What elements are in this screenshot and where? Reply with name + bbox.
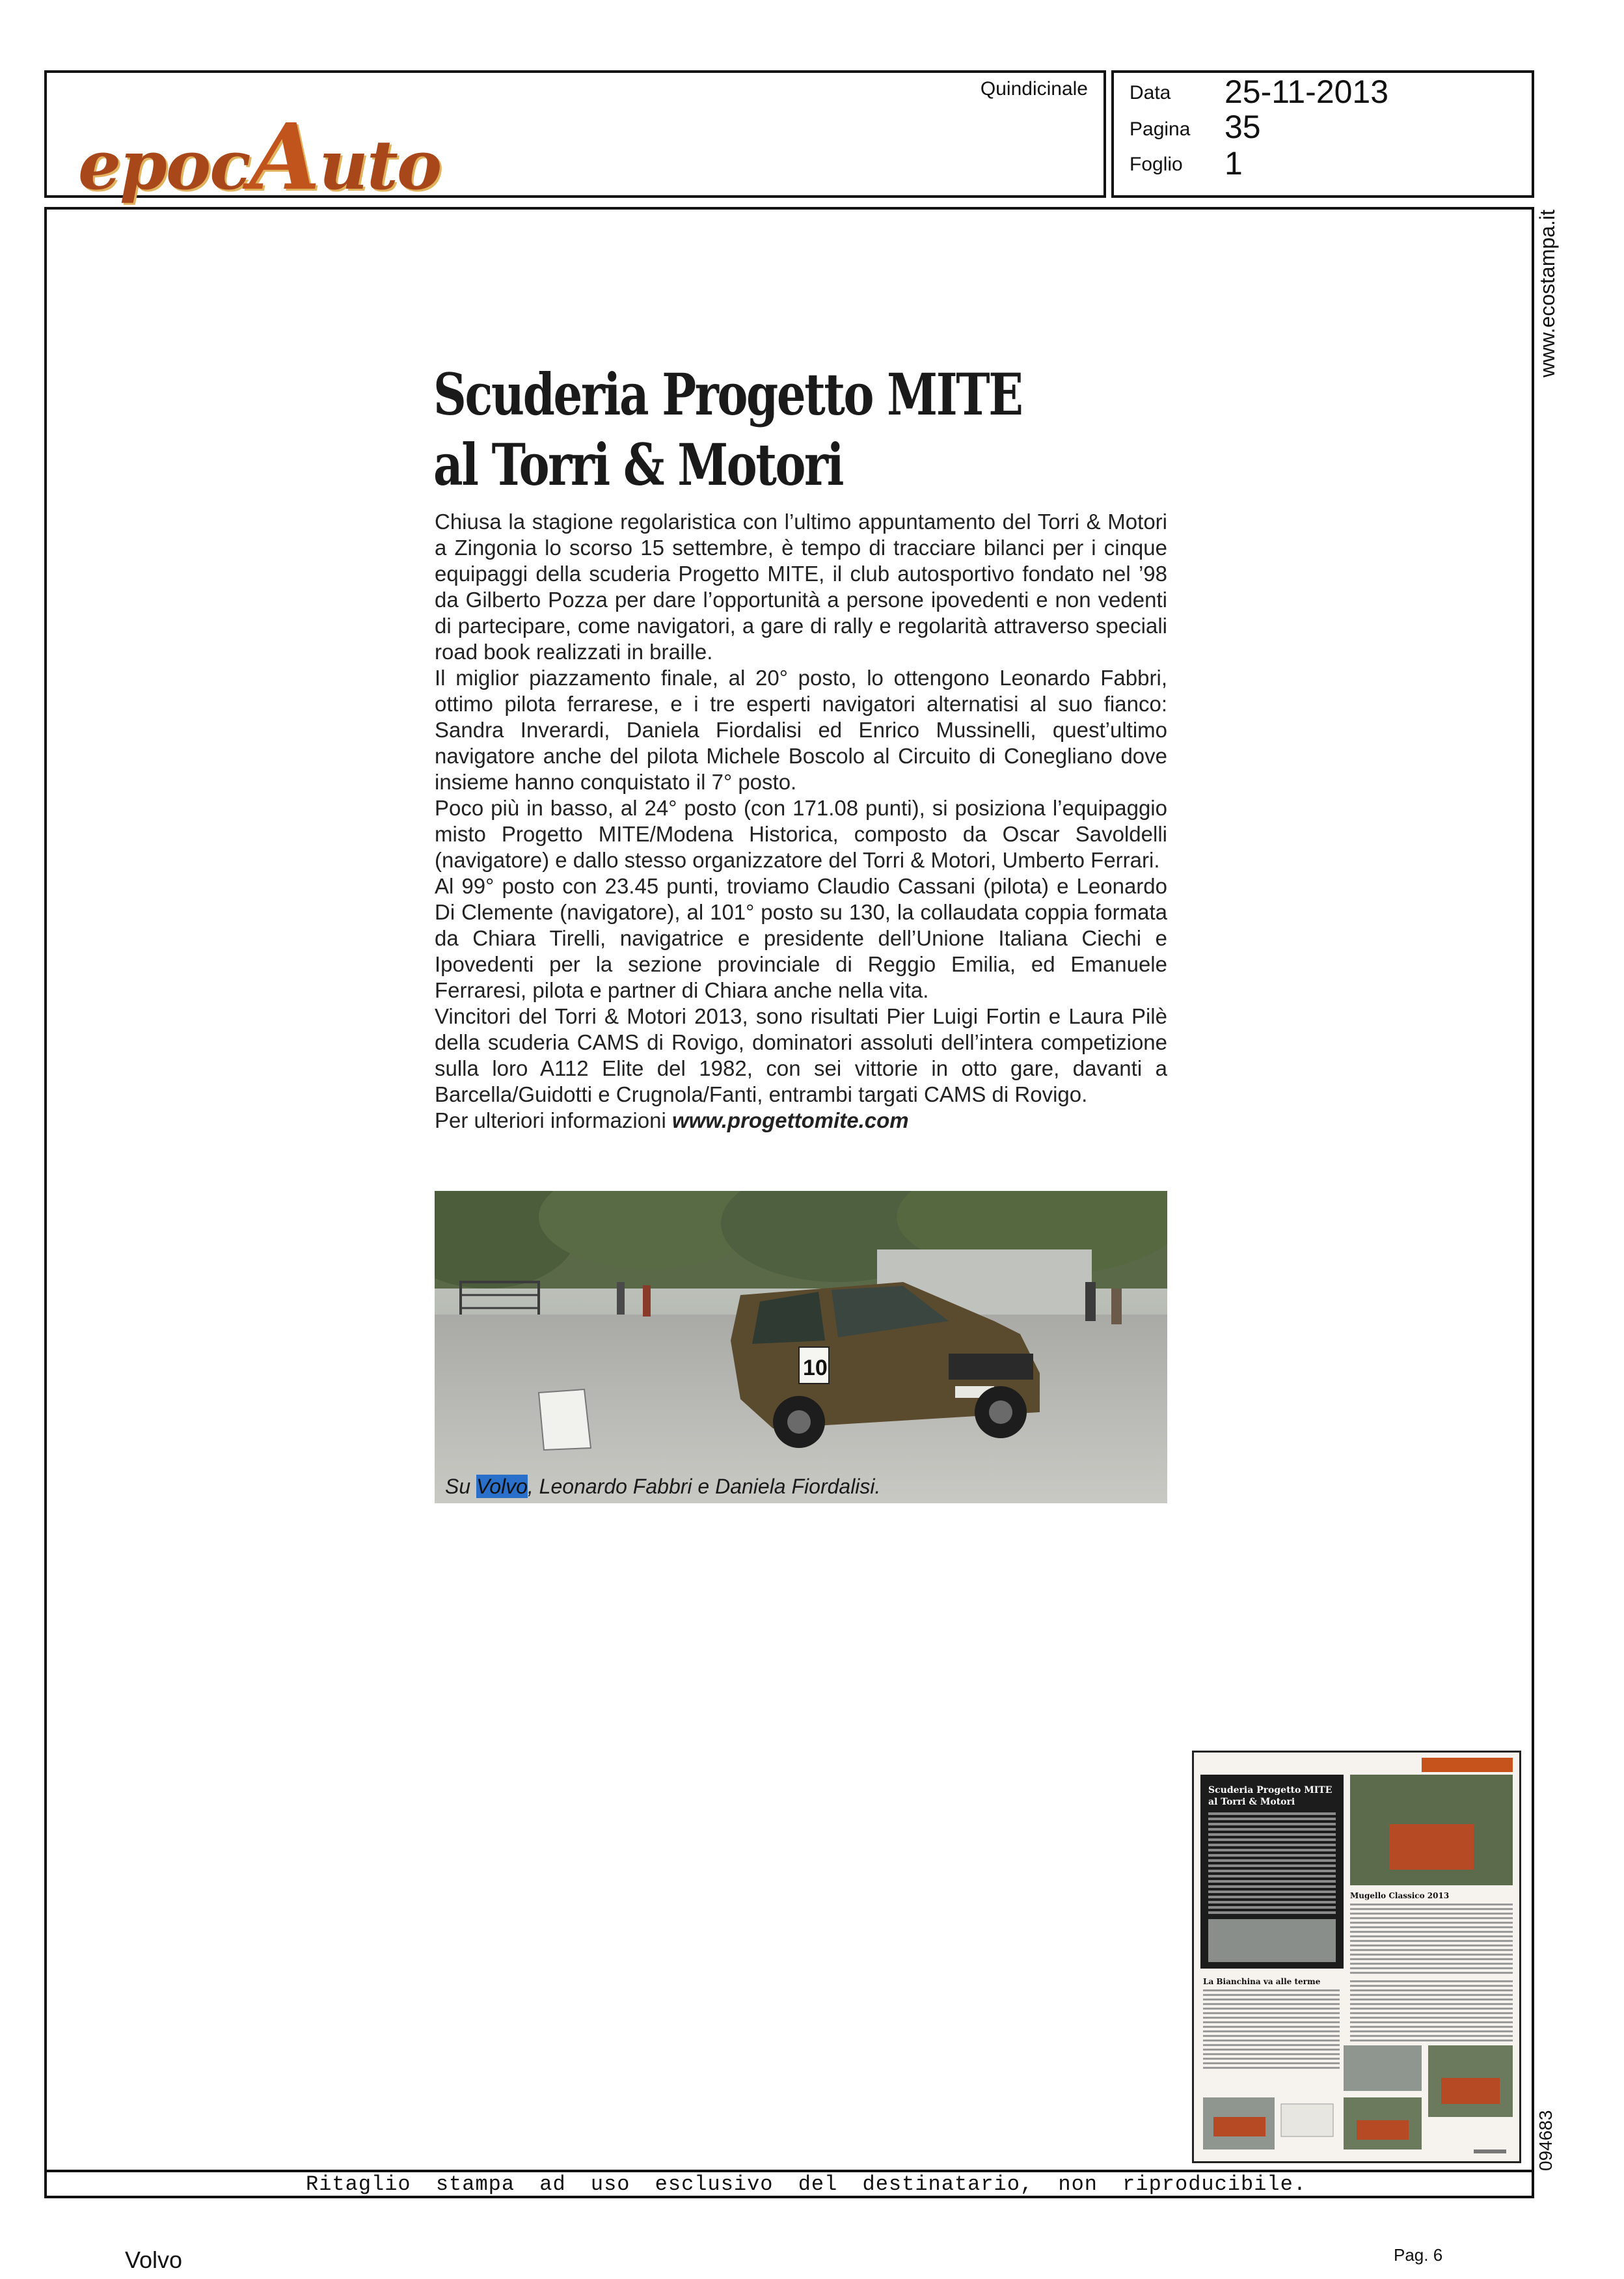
thumb-heading-3: La Bianchina va alle terme [1203, 1977, 1321, 1986]
page-number: Pag. 6 [1394, 2245, 1443, 2265]
date-label: Data [1130, 82, 1171, 103]
keyword-label: Volvo [125, 2246, 183, 2273]
title-line-2: al Torri & Motori [433, 431, 843, 498]
paragraph-5: Vincitori del Torri & Motori 2013, sono risultati Pier Luigi Fortin e Laura Pilè della scuderia CAMS di Rovigo, dominatori assoluti dell’intera competizione sulla loro A112 Elite del 1982, con sei vittorie in otto gare, davanti a Barcella/Guidotti e Crugnola/Fanti, entrambi targati CAMS di Rovigo. [435, 1004, 1167, 1106]
article-title [433, 359, 1022, 500]
sheet-label: Foglio [1130, 154, 1183, 175]
race-number: 10 [803, 1356, 828, 1380]
frequency-label: Quindicinale [980, 78, 1088, 100]
page-thumbnail [1192, 1751, 1521, 2163]
page-value: 35 [1225, 109, 1261, 145]
volvo-car-photo [435, 1191, 1167, 1503]
paragraph-4: Al 99° posto con 23.45 punti, troviamo Claudio Cassani (pilota) e Leonardo Di Clemente (navigatore), al 101° posto su 130, la collaudata coppia formata da Chiara Tirelli, navigatrice e presidente dell’Unione Italiana Ciechi e Ipovedenti per la sezione provinciale di Reggio Emilia, ed Emanuele Ferraresi, pilota e partner di Chiara anche nella vita. [435, 874, 1167, 1002]
paragraph-2: Il miglior piazzamento finale, al 20° posto, lo ottengono Leonardo Fabbri, ottimo pilota ferrarese, e i tre esperti navigatori alternatisi al suo fianco: Sandra Inverardi, Daniela Fiordalisi ed Enrico Mussinelli, quest’ultimo navigatore anche del pilota Michele Boscolo al Circuito di Conegliano dove insieme hanno conquistato il 7° posto. [435, 666, 1167, 794]
paragraph-3: Poco più in basso, al 24° posto (con 171.08 punti), si posiziona l’equipaggio misto Progetto MITE/Modena Historica, composto da Oscar Savoldelli (navigatore) e dallo stesso organizzatore del Torri & Motori, Umberto Ferrari. [435, 796, 1167, 872]
caption-highlight: Volvo [476, 1475, 528, 1498]
website-link[interactable]: www.progettomite.com [671, 1108, 909, 1132]
photo-caption: Su Volvo, Leonardo Fabbri e Daniela Fiordalisi. [445, 1475, 881, 1498]
date-value: 25-11-2013 [1225, 74, 1389, 110]
thumb-heading-2: Mugello Classico 2013 [1350, 1891, 1450, 1900]
paragraph-6: Per ulteriori informazioni www.progettomite.com [435, 1108, 909, 1132]
article-photo [435, 1191, 1167, 1503]
paragraph-1: Chiusa la stagione regolaristica con l’ultimo appuntamento del Torri & Motori a Zingonia lo scorso 15 settembre, è tempo di tracciare bilanci per i cinque equipaggi della scuderia Progetto MITE, il club autosportivo fondato nel ’98 da Gilberto Pozza per dare l’opportunità a persone ipovedenti e non vedenti di partecipare, come navigatori, a gare di rally e regolarità attraverso speciali road book realizzati in braille. [435, 510, 1167, 664]
sheet-value: 1 [1225, 145, 1243, 182]
publication-logo: epocAuto [78, 104, 441, 211]
article-body [435, 509, 1167, 1134]
thumb-title-1: Scuderia Progetto MITE [1208, 1785, 1333, 1795]
title-line-1: Scuderia Progetto MITE [433, 361, 1022, 428]
thumbnail-illustration [1194, 1753, 1519, 2161]
thumb-title-2: al Torri & Motori [1208, 1797, 1295, 1807]
side-url: www.ecostampa.it [1536, 210, 1559, 377]
page-label: Pagina [1130, 118, 1191, 140]
side-code: 094683 [1536, 2110, 1556, 2171]
copyright-notice: Ritaglio stampa ad uso esclusivo del destinatario, non riproducibile. [306, 2172, 1307, 2196]
